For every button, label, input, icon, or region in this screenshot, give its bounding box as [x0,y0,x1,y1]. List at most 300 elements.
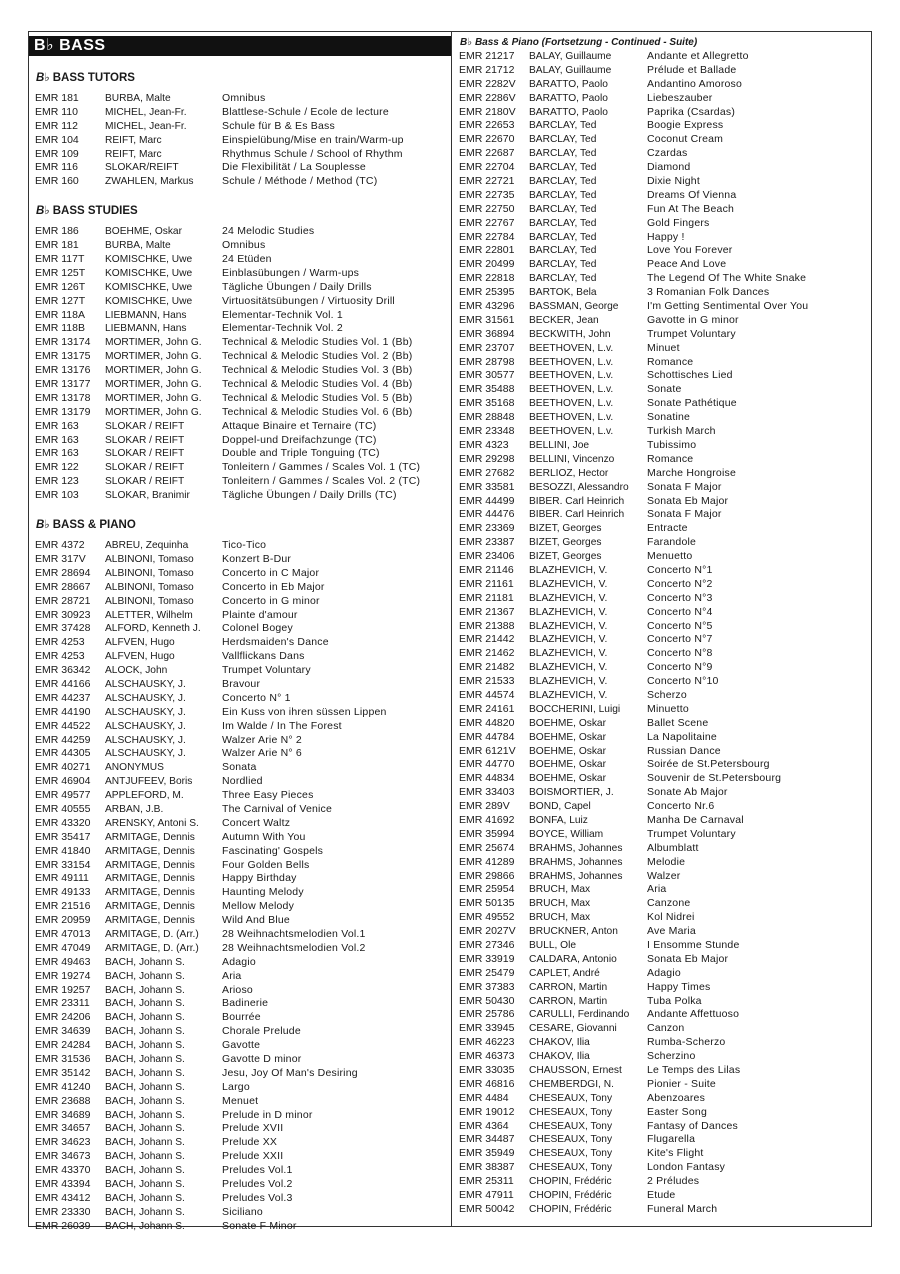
catalog-row [459,1203,869,1217]
page-title: BASS [59,37,106,54]
catalog-number: EMR 40555 [35,802,91,815]
composer: BARCLAY, Ted [529,217,597,229]
catalog-row [459,147,869,161]
catalog-number: EMR 160 [35,175,79,188]
catalog-number: EMR 23406 [459,550,515,563]
work-title: Prelude XVII [222,1122,284,1135]
catalog-row [459,231,869,245]
catalog-number: EMR 34657 [35,1122,91,1135]
catalog-row [459,481,869,495]
catalog-number: EMR 34689 [35,1108,91,1121]
work-title: Omnibus [222,239,266,252]
catalog-number: EMR 6121V [459,744,516,757]
work-title: Tico-Tico [222,539,267,552]
work-title: Trumpet Voluntary [222,664,311,677]
catalog-row [35,775,447,789]
composer: CHEMBERDGI, N. [529,1078,614,1090]
composer: BARCLAY, Ted [529,273,597,285]
catalog-number: EMR 50135 [459,897,515,910]
work-title: Trumpet Voluntary [647,327,736,340]
composer: ALSCHAUSKY, J. [105,720,186,732]
composer: CARRON, Martin [529,981,608,993]
composer: MICHEL, Jean-Fr. [105,106,187,118]
catalog-row [459,814,869,828]
catalog-number: EMR 23688 [35,1094,91,1107]
catalog-row [35,406,447,420]
work-title: Aria [222,969,242,982]
composer: BALAY, Guillaume [529,51,612,62]
catalog-number: EMR 22721 [459,175,515,188]
work-title: Coconut Cream [647,133,724,146]
composer: APPLEFORD, M. [105,790,184,802]
work-title: Prelude XXII [222,1150,284,1163]
catalog-number: EMR 47013 [35,927,91,940]
catalog-row [459,578,869,592]
composer: ALBINONI, Tomaso [105,553,194,565]
catalog-number: EMR 28721 [35,594,91,607]
catalog-number: EMR 21388 [459,619,515,632]
catalog-number: EMR 2180V [459,105,516,118]
catalog-number: EMR 4372 [35,539,85,552]
catalog-row [35,309,447,323]
catalog-number: EMR 22784 [459,230,515,243]
composer: BACH, Johann S. [105,1040,185,1052]
composer: SLOKAR / REIFT [105,448,185,460]
flat-symbol: B♭ [34,37,55,54]
work-title: Melodie [647,855,686,868]
catalog-row [35,161,447,175]
work-title: Minuetto [647,702,689,715]
composer: CARULLI, Ferdinando [529,1009,630,1021]
composer: BLAZHEVICH, V. [529,620,608,632]
catalog-row [35,997,447,1011]
composer: BEETHOVEN, L.v. [529,356,614,368]
composer: BACH, Johann S. [105,1220,185,1232]
work-title: Preludes Vol.1 [222,1164,293,1177]
catalog-row [35,747,447,761]
catalog-row [35,1081,447,1095]
composer: BLAZHEVICH, V. [529,676,608,688]
work-title: Dreams Of Vienna [647,188,737,201]
catalog-number: EMR 50042 [459,1202,515,1215]
catalog-number: EMR 35994 [459,827,515,840]
composer: BARCLAY, Ted [529,134,597,146]
composer: ARMITAGE, Dennis [105,873,195,885]
work-title: Liebeszauber [647,91,713,104]
catalog-row [35,350,447,364]
work-title: Plainte d'amour [222,608,298,621]
catalog-row [459,467,869,481]
catalog-row [459,383,869,397]
composer: SLOKAR / REIFT [105,420,185,432]
work-title: Tonleitern / Gammes / Scales Vol. 1 (TC) [222,461,421,474]
catalog-row [35,900,447,914]
catalog-row [35,859,447,873]
catalog-number: EMR 21146 [459,563,514,576]
work-title: Concerto N°1 [647,563,713,576]
work-title: Scherzino [647,1050,696,1063]
catalog-number: EMR 21462 [459,647,515,660]
composer: BARATTO, Paolo [529,92,608,104]
work-title: Andante Affettuoso [647,1008,740,1021]
work-title: Boogie Express [647,119,724,132]
work-title: Mellow Melody [222,900,295,913]
catalog-row [459,995,869,1009]
catalog-number: EMR 2286V [459,91,516,104]
composer: BOCCHERINI, Luigi [529,703,621,715]
catalog-row [35,175,447,189]
work-title: Happy Times [647,980,711,993]
catalog-row [35,253,447,267]
catalog-row [459,1189,869,1203]
catalog-number: EMR 19257 [35,983,91,996]
work-title: Concerto N° 1 [222,691,291,704]
catalog-row [35,378,447,392]
work-title: Sonata F Major [647,508,722,521]
composer: BRAHMS, Johannes [529,842,623,854]
catalog-number: EMR 25674 [459,841,515,854]
catalog-number: EMR 21516 [35,900,91,913]
composer: BIZET, Georges [529,551,602,563]
catalog-row [459,897,869,911]
composer: BLAZHEVICH, V. [529,689,608,701]
catalog-row [35,336,447,350]
work-title: Menuet [222,1094,259,1107]
composer: ZWAHLEN, Markus [105,176,194,188]
work-title: Russian Dance [647,744,721,757]
composer: BLAZHEVICH, V. [529,648,608,660]
composer: ALSCHAUSKY, J. [105,678,186,690]
catalog-number: EMR 26039 [35,1219,91,1232]
catalog-row [35,664,447,678]
composer: CHESEAUX, Tony [529,1120,613,1132]
composer: LIEBMANN, Hans [105,323,187,335]
catalog-number: EMR 25395 [459,286,515,299]
catalog-row [459,828,869,842]
composer: BIBER. Carl Heinrich [529,509,625,521]
composer: CESARE, Giovanni [529,1023,617,1035]
work-title: Gavotte in G minor [647,313,739,326]
composer: BACH, Johann S. [105,1123,185,1135]
catalog-number: EMR 21712 [459,63,515,76]
catalog-number: EMR 28694 [35,566,91,579]
work-title: Prelude in D minor [222,1108,313,1121]
composer: BACH, Johann S. [105,956,185,968]
composer: ARMITAGE, Dennis [105,831,195,843]
catalog-number: EMR 28848 [459,411,515,424]
composer: BERLIOZ, Hector [529,467,609,479]
catalog-number: EMR 37383 [459,980,515,993]
catalog-row [459,217,869,231]
catalog-number: EMR 44834 [459,772,515,785]
catalog-row [35,392,447,406]
composer: ALETTER, Wilhelm [105,609,193,621]
work-title: Virtuositätsübungen / Virtuosity Drill [222,294,395,307]
catalog-row [35,1164,447,1178]
work-title: Scherzo [647,688,687,701]
composer: ALBINONI, Tomaso [105,567,194,579]
catalog-number: EMR 163 [35,447,79,460]
work-title: Concerto N°5 [647,619,713,632]
catalog-row [35,636,447,650]
work-title: Sonatine [647,411,691,424]
composer: BOEHME, Oskar [529,717,606,729]
catalog-row [35,106,447,120]
composer: BARCLAY, Ted [529,203,597,215]
catalog-number: EMR 37428 [35,622,91,635]
work-title: Aria [647,883,667,896]
work-title: Concerto in C Major [222,566,320,579]
work-title: Gavotte [222,1039,261,1052]
composer: BARCLAY, Ted [529,120,597,132]
catalog-row [35,239,447,253]
work-title: Technical & Melodic Studies Vol. 1 (Bb) [222,336,413,349]
work-title: Soirée de St.Petersbourg [647,758,770,771]
composer: KOMISCHKE, Uwe [105,281,193,293]
work-title: Gold Fingers [647,216,710,229]
catalog-row [35,845,447,859]
work-title: Andantino Amoroso [647,77,743,90]
work-title: Bravour [222,677,261,690]
work-title: Blattlese-Schule / Ecole de lecture [222,105,389,118]
work-title: Concerto N°2 [647,577,713,590]
composer: BARATTO, Paolo [529,78,608,90]
work-title: Elementar-Technik Vol. 2 [222,322,343,335]
work-title: Concerto in Eb Major [222,580,325,593]
catalog-row [35,595,447,609]
work-title: The Legend Of The White Snake [647,272,807,285]
work-title: Turkish March [647,425,716,438]
catalog-number: EMR 41289 [459,855,515,868]
catalog-row [35,831,447,845]
catalog-row [459,161,869,175]
work-title: Largo [222,1080,250,1093]
work-title: Herdsmaiden's Dance [222,636,329,649]
composer: BARCLAY, Ted [529,189,597,201]
catalog-row [459,1008,869,1022]
catalog-row [459,508,869,522]
catalog-number: EMR 23348 [459,425,515,438]
catalog-number: EMR 118A [35,308,85,321]
catalog-number: EMR 49577 [35,789,91,802]
composer: BACH, Johann S. [105,1054,185,1065]
catalog-number: EMR 13174 [35,336,91,349]
composer: BEETHOVEN, L.v. [529,412,614,424]
catalog-number: EMR 19274 [35,969,91,982]
composer: CHAKOV, Ilia [529,1051,590,1063]
composer: BOYCE, William [529,828,604,840]
composer: BELLINI, Vincenzo [529,453,615,465]
catalog-number: EMR 22653 [459,119,515,132]
catalog-number: EMR 22670 [459,133,515,146]
catalog-row [35,984,447,998]
work-title: Marche Hongroise [647,466,736,479]
composer: BARCLAY, Ted [529,176,597,188]
composer: KOMISCHKE, Uwe [105,295,193,307]
catalog-number: EMR 44259 [35,733,91,746]
work-title: Concerto N°7 [647,633,713,646]
catalog-row [35,1067,447,1081]
catalog-row [35,803,447,817]
composer: BLAZHEVICH, V. [529,634,608,646]
catalog-row [459,1036,869,1050]
work-title: I'm Getting Sentimental Over You [647,300,809,313]
catalog-number: EMR 21442 [459,633,515,646]
catalog-row [35,1136,447,1150]
catalog-row [35,734,447,748]
composer: CHESEAUX, Tony [529,1162,613,1174]
catalog-number: EMR 34639 [35,1025,91,1038]
work-title: Concerto N°3 [647,591,713,604]
composer: CHOPIN, Frédéric [529,1176,612,1188]
work-title: Minuet [647,341,680,354]
composer: ALFORD, Kenneth J. [105,623,201,635]
composer: ALOCK, John [105,665,168,677]
composer: CALDARA, Antonio [529,953,617,965]
section-heading-piano: B♭ BASS & PIANO [36,519,136,532]
catalog-number: EMR 44237 [35,691,91,704]
catalog-number: EMR 25786 [459,1008,515,1021]
composer: BOEHME, Oskar [529,731,606,743]
work-title: Funeral March [647,1202,718,1215]
catalog-row [459,106,869,120]
catalog-number: EMR 2027V [459,925,516,938]
catalog-row [35,295,447,309]
catalog-number: EMR 13176 [35,364,91,377]
catalog-row [35,1095,447,1109]
composer: SLOKAR, Branimir [105,490,190,502]
composer: BOEHME, Oskar [529,759,606,771]
work-title: I Ensomme Stunde [647,939,740,951]
composer: BRAHMS, Johannes [529,870,623,882]
catalog-number: EMR 125T [35,266,86,279]
catalog-number: EMR 163 [35,419,79,432]
work-title: Czardas [647,147,688,160]
catalog-row [459,397,869,411]
work-title: Fantasy of Dances [647,1119,738,1132]
composer: KOMISCHKE, Uwe [105,254,193,266]
catalog-row [35,720,447,734]
catalog-row [35,447,447,461]
work-title: Love You Forever [647,244,733,257]
composer: ARMITAGE, Dennis [105,915,195,927]
catalog-number: EMR 46373 [459,1050,515,1063]
work-title: Canzon [647,1022,685,1035]
catalog-row [35,322,447,336]
catalog-row [459,78,869,92]
catalog-row [35,225,447,239]
work-title: Andante et Allegretto [647,50,749,62]
catalog-row [459,328,869,342]
catalog-number: EMR 30577 [459,369,515,382]
catalog-number: EMR 126T [35,280,86,293]
catalog-row [459,772,869,786]
work-title: Fascinating' Gospels [222,844,324,857]
composer: CHESEAUX, Tony [529,1148,613,1160]
work-title: Ballet Scene [647,716,709,729]
catalog-row [35,364,447,378]
catalog-number: EMR 2282V [459,77,516,90]
work-title: Sonate [647,383,682,396]
catalog-row [459,661,869,675]
catalog-row [459,1147,869,1161]
composer: BACH, Johann S. [105,970,185,982]
catalog-number: EMR 49133 [35,886,91,899]
catalog-number: EMR 46223 [459,1036,515,1049]
catalog-row [35,553,447,567]
catalog-number: EMR 28667 [35,580,91,593]
work-title: Abenzoares [647,1091,706,1104]
work-title: Walzer Arie N° 6 [222,747,302,760]
catalog-row [459,92,869,106]
catalog-number: EMR 44476 [459,508,515,521]
catalog-number: EMR 122 [35,461,79,474]
work-title: Schottisches Lied [647,369,733,382]
catalog-row [35,1150,447,1164]
catalog-number: EMR 27682 [459,466,515,479]
composer: ALBINONI, Tomaso [105,581,194,593]
catalog-row [459,300,869,314]
work-title: Concert Waltz [222,816,291,829]
composer: CHOPIN, Frédéric [529,1190,612,1202]
catalog-number: EMR 23330 [35,1205,91,1218]
catalog-number: EMR 43320 [35,816,91,829]
composer: CHAUSSON, Ernest [529,1065,622,1077]
composer: BIZET, Georges [529,537,602,549]
catalog-row [35,120,447,134]
work-title: Ave Maria [647,925,696,938]
catalog-row [459,189,869,203]
catalog-number: EMR 21533 [459,675,515,688]
catalog-row [459,758,869,772]
composer: ARMITAGE, Dennis [105,859,195,871]
composer: ARMITAGE, D. (Arr.) [105,942,199,954]
work-title: Rhythmus Schule / School of Rhythm [222,147,403,160]
catalog-row [459,953,869,967]
catalog-number: EMR 4323 [459,438,509,451]
catalog-row [459,1078,869,1092]
composer: BARCLAY, Ted [529,245,597,257]
section-heading-tutors: B♭ BASS TUTORS [36,72,135,84]
catalog-row [35,567,447,581]
work-title: Tägliche Übungen / Daily Drills [222,280,372,293]
catalog-number: EMR 289V [459,800,510,813]
catalog-row [35,581,447,595]
catalog-row [35,886,447,900]
work-title: 3 Romanian Folk Dances [647,286,770,299]
catalog-number: EMR 21367 [459,605,515,618]
work-title: Technical & Melodic Studies Vol. 3 (Bb) [222,364,413,377]
catalog-row [459,925,869,939]
catalog-row [35,970,447,984]
composer: ALFVEN, Hugo [105,637,175,649]
catalog-number: EMR 20499 [459,258,515,271]
catalog-number: EMR 13177 [35,378,91,391]
catalog-number: EMR 47049 [35,941,91,954]
composer: REIFT, Marc [105,134,162,146]
composer: ARMITAGE, D. (Arr.) [105,928,199,940]
composer: BECKWITH, John [529,328,611,340]
catalog-number: EMR 21217 [459,50,515,62]
work-title: Preludes Vol.2 [222,1178,293,1191]
composer: BONFA, Luiz [529,814,588,826]
catalog-row [35,1220,447,1234]
composer: ABREU, Zequinha [105,540,189,552]
work-title: Doppel-und Dreifachzunge (TC) [222,433,377,446]
composer: BRUCH, Max [529,884,591,896]
composer: SLOKAR/REIFT [105,162,179,174]
composer: BACH, Johann S. [105,1026,185,1038]
